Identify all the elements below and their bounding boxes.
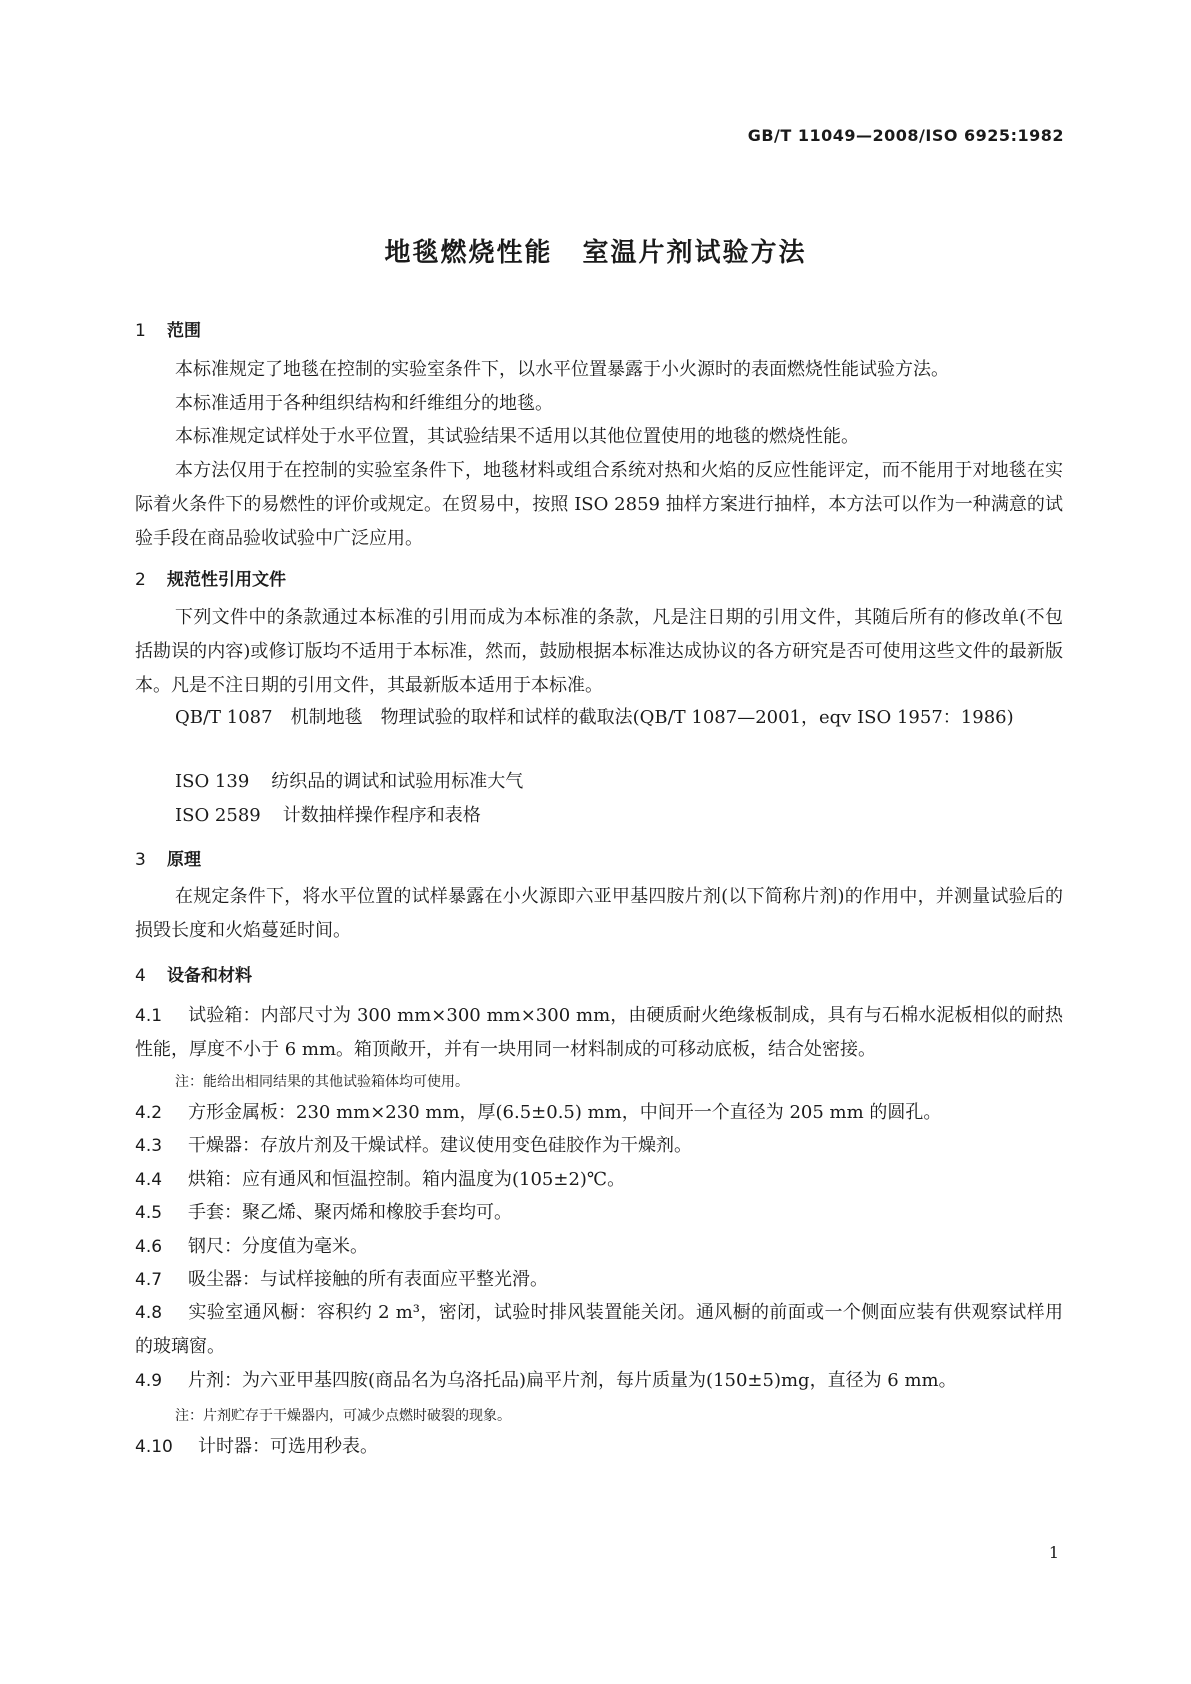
item-4-5: 4.5 手套：聚乙烯、聚丙烯和橡胶手套均可。 — [135, 1202, 512, 1223]
section-1-para-2: 本标准适用于各种组织结构和纤维组分的地毯。 — [175, 393, 553, 414]
section-2-para-1: 下列文件中的条款通过本标准的引用而成为本标准的条款，凡是注日期的引用文件，其随后所有的修改单(不包括勘误的内容)或修订版均不适用于本标准，然而，鼓励根据本标准达成协议的各方研究是否可使用这些文件的最新版本。凡是不注日期的引用文件，其最新版本适用于本标准。 — [135, 607, 1063, 696]
item-4-6: 4.6 钢尺：分度值为毫米。 — [135, 1236, 368, 1257]
note-2: 注：片剂贮存于干燥器内，可减少点燃时破裂的现象。 — [175, 1408, 511, 1424]
section-1-heading: 1 范围 — [135, 321, 201, 341]
section-1-para-3: 本标准规定试样处于水平位置，其试验结果不适用以其他位置使用的地毯的燃烧性能。 — [175, 426, 859, 447]
note-1: 注：能给出相同结果的其他试验箱体均可使用。 — [175, 1074, 469, 1090]
item-4-4: 4.4 烘箱：应有通风和恒温控制。箱内温度为(105±2)℃。 — [135, 1169, 626, 1190]
item-4-2: 4.2 方形金属板：230 mm×230 mm，厚(6.5±0.5) mm，中间开一个直径为 205 mm 的圆孔。 — [135, 1102, 942, 1123]
item-4-3: 4.3 干燥器：存放片剂及干燥试样。建议使用变色硅胶作为干燥剂。 — [135, 1135, 692, 1156]
item-4-7: 4.7 吸尘器：与试样接触的所有表面应平整光滑。 — [135, 1269, 548, 1290]
item-4-1: 4.1 试验箱：内部尺寸为 300 mm×300 mm×300 mm，由硬质耐火绝缘板制成，具有与石棉水泥板相似的耐热性能，厚度不小于 6 mm。箱顶敞开，并有一块用同一材料制成的可移动底板，结合处密接。 — [135, 1005, 1063, 1060]
item-4-9: 4.9 片剂：为六亚甲基四胺(商品名为乌洛托品)扁平片剂，每片质量为(150±5)mg，直径为 6 mm。 — [135, 1370, 957, 1391]
standard-code: GB/T 11049—2008/ISO 6925:1982 — [747, 126, 1064, 145]
section-3-heading: 3 原理 — [135, 850, 201, 870]
section-2-ref-1: QB/T 1087 机制地毯 物理试验的取样和试样的截取法(QB/T 1087—2001，eqv ISO 1957：1986) — [175, 707, 1014, 728]
item-4-10: 4.10 计时器：可选用秒表。 — [135, 1436, 378, 1457]
section-4-heading: 4 设备和材料 — [135, 966, 252, 986]
title-part-2: 室温片剂试验方法 — [582, 238, 807, 268]
section-1-para-4: 本方法仅用于在控制的实验室条件下，地毯材料或组合系统对热和火焰的反应性能评定，而不能用于对地毯在实际着火条件下的易燃性的评价或规定。在贸易中，按照 ISO 2859 抽样方案进行抽样，本方法可以作为一种满意的试验手段在商品验收试验中广泛应用。 — [135, 460, 1063, 549]
section-2-ref-3: ISO 2589 计数抽样操作程序和表格 — [175, 805, 481, 826]
title-part-1: 地毯燃烧性能 — [384, 238, 553, 268]
section-2-ref-2: ISO 139 纺织品的调试和试验用标准大气 — [175, 771, 524, 792]
section-2-heading: 2 规范性引用文件 — [135, 570, 286, 590]
section-3-para-1: 在规定条件下，将水平位置的试样暴露在小火源即六亚甲基四胺片剂(以下简称片剂)的作用中，并测量试验后的损毁长度和火焰蔓延时间。 — [135, 886, 1063, 941]
item-4-8: 4.8 实验室通风橱：容积约 2 m³，密闭，试验时排风装置能关闭。通风橱的前面或一个侧面应装有供观察试样用的玻璃窗。 — [135, 1302, 1063, 1357]
page-title — [0, 232, 1191, 269]
page-number: 1 — [1048, 1543, 1059, 1562]
section-1-para-1: 本标准规定了地毯在控制的实验室条件下，以水平位置暴露于小火源时的表面燃烧性能试验方法。 — [175, 359, 949, 380]
